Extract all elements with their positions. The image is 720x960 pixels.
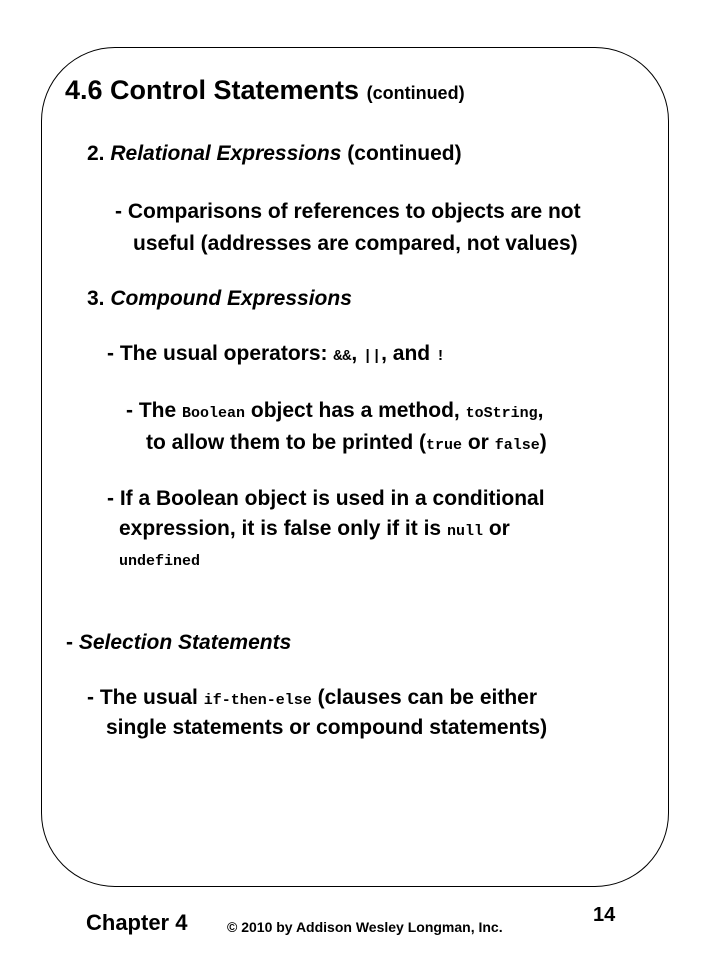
section-2-bullet-line-1: - Comparisons of references to objects are not	[115, 200, 581, 223]
section-2-bullet-line-2: useful (addresses are compared, not values)	[133, 232, 578, 255]
operator-not: !	[435, 348, 445, 365]
section-3-bullet-boolean-line-1	[126, 400, 543, 421]
selection-name: Selection Statements	[78, 631, 292, 654]
conditional-line-suffix: or	[488, 517, 510, 540]
operator-sep-1: ,	[351, 342, 358, 365]
footer-copyright: © 2010 by Addison Wesley Longman, Inc.	[227, 919, 503, 935]
boolean-line-suffix: ,	[537, 399, 544, 422]
section-3-bullet-conditional-line-1: - If a Boolean object is used in a conditional	[107, 487, 545, 510]
boolean-line-prefix: - The	[126, 399, 177, 422]
selection-line-suffix: (clauses can be either	[317, 686, 538, 709]
section-2-note: (continued)	[347, 142, 462, 165]
selection-bullet-line-2: single statements or compound statements)	[106, 716, 548, 739]
section-3-bullet-conditional-line-3	[119, 548, 200, 569]
section-2-number: 2.	[87, 142, 105, 165]
printed-line-suffix: )	[539, 431, 547, 454]
code-tostring: toString	[465, 405, 538, 422]
selection-heading	[66, 632, 291, 653]
printed-line-prefix: to allow them to be printed (	[146, 431, 426, 454]
section-3-bullet-boolean-line-2	[146, 432, 547, 453]
section-3-heading	[87, 288, 352, 309]
section-2-heading	[87, 143, 462, 164]
section-2-name: Relational Expressions	[110, 142, 342, 165]
footer-page-number: 14	[593, 904, 616, 926]
operator-and: &&	[333, 348, 352, 365]
selection-dash: -	[66, 631, 73, 654]
slide-title	[65, 77, 465, 104]
section-3-bullet-operators	[107, 343, 445, 364]
boolean-line-middle: object has a method,	[250, 399, 460, 422]
section-3-number: 3.	[87, 287, 105, 310]
slide-frame	[41, 47, 669, 887]
footer-chapter: Chapter 4	[86, 910, 188, 935]
code-if-then-else: if-then-else	[203, 692, 312, 709]
operators-prefix: - The usual operators:	[107, 342, 328, 365]
code-true: true	[426, 437, 463, 454]
code-undefined: undefined	[119, 553, 201, 570]
selection-line-prefix: - The usual	[87, 686, 198, 709]
conditional-line-prefix: expression, it is false only if it is	[119, 517, 442, 540]
operator-or: ||	[363, 348, 382, 365]
section-3-name: Compound Expressions	[110, 287, 352, 310]
section-3-bullet-conditional-line-2	[119, 518, 510, 539]
operator-sep-2: , and	[381, 342, 431, 365]
code-false: false	[494, 437, 540, 454]
title-note: (continued)	[366, 83, 465, 103]
printed-line-or: or	[467, 431, 489, 454]
selection-bullet-line-1	[87, 687, 537, 708]
code-null: null	[446, 523, 483, 540]
code-boolean: Boolean	[182, 405, 246, 422]
title-main: 4.6 Control Statements	[65, 75, 360, 105]
